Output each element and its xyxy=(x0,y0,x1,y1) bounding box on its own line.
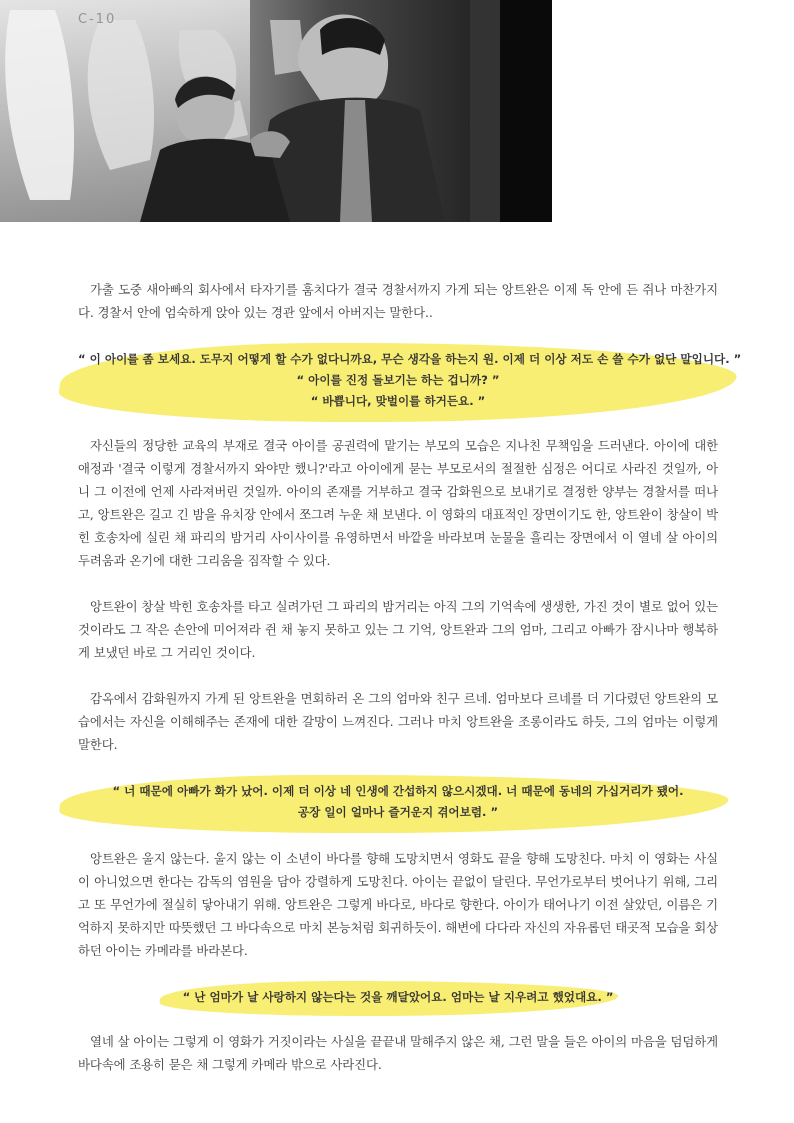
paragraph-1: 가출 도중 새아빠의 회사에서 타자기를 훔치다가 결국 경찰서까지 가게 되는 앙트완은 이제 독 안에 든 쥐나 마찬가지다. 경찰서 안에 엄숙하게 앉아 있는 경관 앞에서 아버지는 말한다.. xyxy=(78,282,718,320)
paragraph-5: 앙트완은 울지 않는다. 울지 않는 이 소년이 바다를 향해 도망치면서 영화도 끝을 향해 도망친다. 마치 이 영화는 사실이 아니었으면 한다는 감독의 염원을 담아 강렬하게 도망친다. 아이는 끝없이 달린다. 무언가로부터 벗어나기 위해, 그리고 또 무언가에 절실히 닿아내기 위해. 앙트완은 그렇게 바다로, 바다로 향한다. 아이가 태어나기 이전 살았던, 이름은 기억하지 못하지만 따뜻했던 그 바다속으로 마치 본능처럼 회귀하듯이. 해변에 다다라 자신의 자유롭던 태곳적 모습을 회상하던 아이는 카메라를 바라본다. xyxy=(78,851,718,958)
quote-line: “ 이 아이를 좀 보세요. 도무지 어떻게 할 수가 없다니까요, 무슨 생각을 하는지 원. 이제 더 이상 저도 손 쓸 수가 없단 말입니다. ” xyxy=(78,352,742,366)
film-still-photo xyxy=(0,0,552,222)
paragraph-3: 앙트완이 창살 박힌 호송차를 타고 실려가던 그 파리의 밤거리는 아직 그의 기억속에 생생한, 가진 것이 별로 없어 있는 것이라도 그 작은 손안에 미어져라 쥔 채 놓지 못하고 있는 그 기억, 앙트완과 그의 엄마, 그리고 아빠가 잠시나마 행복하게 보냈던 바로 그 거리인 것이다. xyxy=(78,599,718,660)
quote-line: “ 난 엄마가 날 사랑하지 않는다는 것을 깨달았어요. 엄마는 날 지우려고 했었대요. ” xyxy=(182,990,614,1004)
highlight-quote-1 xyxy=(78,337,742,424)
article-body xyxy=(78,278,742,1099)
paragraph-4: 감옥에서 감화원까지 가게 된 앙트완을 면회하러 온 그의 엄마와 친구 르네. 엄마보다 르네를 더 기다렸던 앙트완의 모습에서는 자신을 이해해주는 존재에 대한 갈망이 느껴진다. 그러나 마치 앙트완을 조롱이라도 하듯, 그의 엄마는 이렇게 말한다. xyxy=(78,691,718,752)
quote-line: “ 너 때문에 아빠가 화가 났어. 이제 더 이상 네 인생에 간섭하지 않으시겠대. 너 때문에 동네의 가십거리가 됐어. xyxy=(112,784,684,798)
shop-sign-text: C-10 xyxy=(78,12,117,27)
highlight-quote-2 xyxy=(78,773,718,835)
quote-line: 공장 일이 얼마나 즐거운지 겪어보렴. ” xyxy=(297,805,499,819)
highlight-quote-3 xyxy=(78,979,718,1018)
paragraph-2: 자신들의 정당한 교육의 부재로 결국 아이를 공권력에 맡기는 부모의 모습은 지나친 무책임을 드러낸다. 아이에 대한 애정과 '결국 이렇게 경찰서까지 와야만 했니?'라고 아이에게 묻는 부모로서의 절절한 심정은 어디로 사라진 것일까, 아니 그 이전에 언제 사라져버린 것일까. 아이의 존재를 거부하고 결국 감화원으로 보내기로 결정한 양부는 경찰서를 떠나고, 앙트완은 길고 긴 밤을 유치장 안에서 쪼그려 누운 채 보낸다. 이 영화의 대표적인 장면이기도 한, 앙트완이 창살이 박힌 호송차에 실린 채 파리의 밤거리 사이사이를 유영하면서 바깥을 바라보며 눈물을 흘리는 장면에서 이 열네 살 아이의 두려움과 온기에 대한 그리움을 짐작할 수 있다. xyxy=(78,438,718,568)
paragraph-6: 열네 살 아이는 그렇게 이 영화가 거짓이라는 사실을 끝끝내 말해주지 않은 채, 그런 말을 들은 아이의 마음을 덤덤하게 바다속에 조용히 묻은 채 그렇게 카메라 밖으로 사라진다. xyxy=(78,1034,718,1072)
quote-line: “ 아이를 진정 돌보기는 하는 겁니까? ” xyxy=(296,373,500,387)
quote-line: “ 바쁩니다, 맞벌이를 하거든요. ” xyxy=(310,394,486,408)
